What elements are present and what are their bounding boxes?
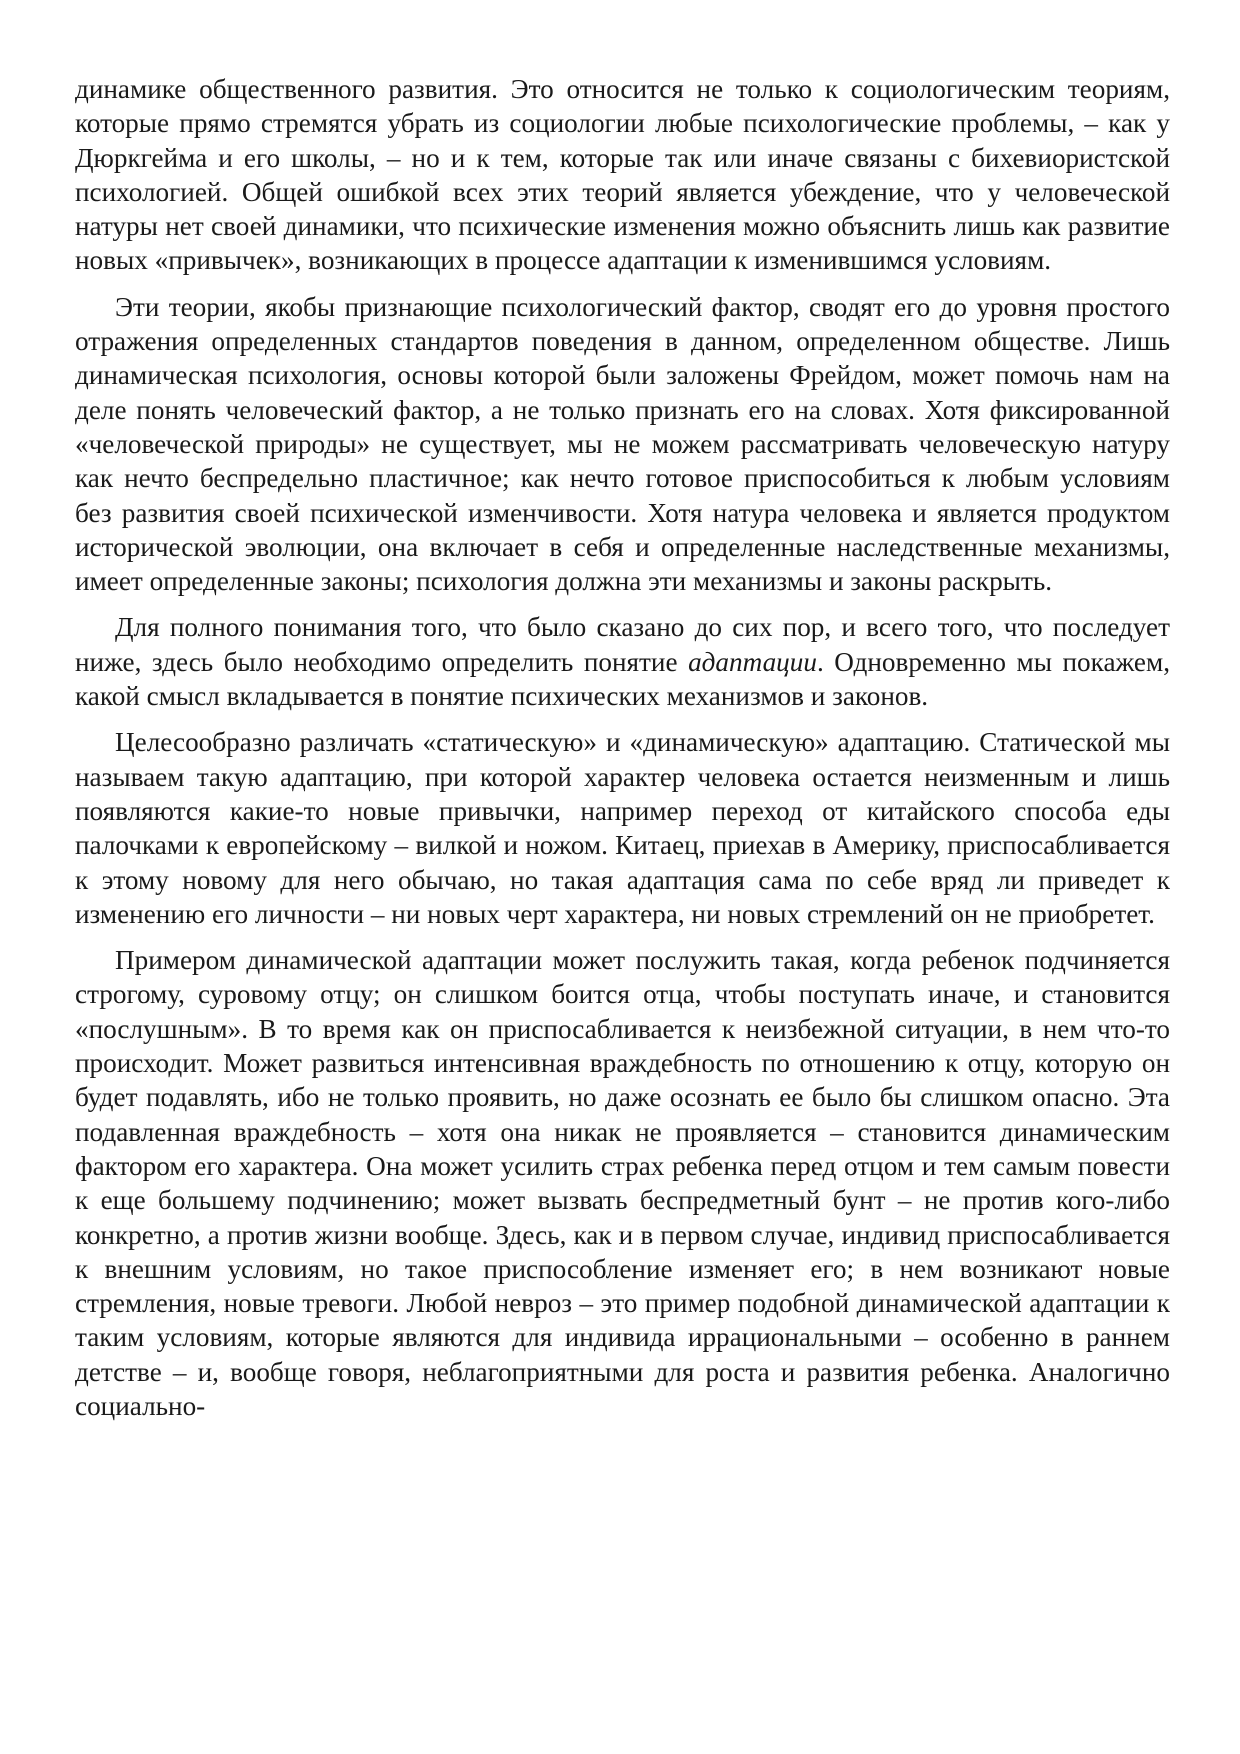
paragraph-3-text-before: Для полного понимания того, что было сказано до сих пор, и всего того, что последует ниже, здесь было необходимо определить понятие (75, 612, 1170, 677)
document-page (75, 72, 1170, 1435)
paragraph-3-text-after: . Одновременно мы покажем, какой смысл вкладывается в понятие психических механизмов и законов. (75, 646, 1170, 712)
paragraph-5: Примером динамической адаптации может послужить такая, когда ребенок подчиняется строгому, суровому отцу; он слишком боится отца, чтобы поступать иначе, и становится «послушным». В то время как он приспосабливается к неизбежной ситуации, в нем что-то происходит. Может развиться интенсивная враждебность по отношению к отцу, которую он будет подавлять, ибо не только проявить, но даже осознать ее было бы слишком опасно. Эта подавленная враждебность – хотя она никак не проявляется – становится динамическим фактором его характера. Она может усилить страх ребенка перед отцом и тем самым повести к еще большему подчинению; может вызвать беспредметный бунт – не против кого-либо конкретно, а против жизни вообще. Здесь, как и в первом случае, индивид приспосабливается к внешним условиям, но такое приспособление изменяет его; в нем возникают новые стремления, новые тревоги. Любой невроз – это пример подобной динамической адаптации к таким условиям, которые являются для индивида иррациональными – особенно в раннем детстве – и, вообще говоря, неблагоприятными для роста и развития ребенка. Аналогично социально- (75, 945, 1170, 1421)
paragraph-3 (75, 610, 1170, 713)
paragraph-1: динамике общественного развития. Это относится не только к социологическим теориям, которые прямо стремятся убрать из социологии любые психологические проблемы, – как у Дюркгейма и его школы, – но и к тем, которые так или иначе связаны с бихевиористской психологией. Общей ошибкой всех этих теорий является убеждение, что у человеческой натуры нет своей динамики, что психические изменения можно объяснить лишь как развитие новых «привычек», возникающих в процессе адаптации к изменившимся условиям. (75, 74, 1170, 276)
paragraph-3-italic-term: адаптации (688, 646, 817, 677)
paragraph-2: Эти теории, якобы признающие психологический фактор, сводят его до уровня простого отражения определенных стандартов поведения в данном, определенном обществе. Лишь динамическая психология, основы которой были заложены Фрейдом, может помочь нам на деле понять человеческий фактор, а не только признать его на словах. Хотя фиксированной «человеческой природы» не существует, мы не можем рассматривать человеческую натуру как нечто беспредельно пластичное; как нечто готовое приспособиться к любым условиям без развития своей психической изменчивости. Хотя натура человека и является продуктом исторической эволюции, она включает в себя и определенные наследственные механизмы, имеет определенные законы; психология должна эти механизмы и законы раскрыть. (75, 291, 1170, 597)
paragraph-4: Целесообразно различать «статическую» и «динамическую» адаптацию. Статической мы называем такую адаптацию, при которой характер человека остается неизменным и лишь появляются какие-то новые привычки, например переход от китайского способа еды палочками к европейскому – вилкой и ножом. Китаец, приехав в Америку, приспосабливается к этому новому для него обычаю, но такая адаптация сама по себе вряд ли приведет к изменению его личности – ни новых черт характера, ни новых стремлений он не приобретет. (75, 727, 1170, 929)
